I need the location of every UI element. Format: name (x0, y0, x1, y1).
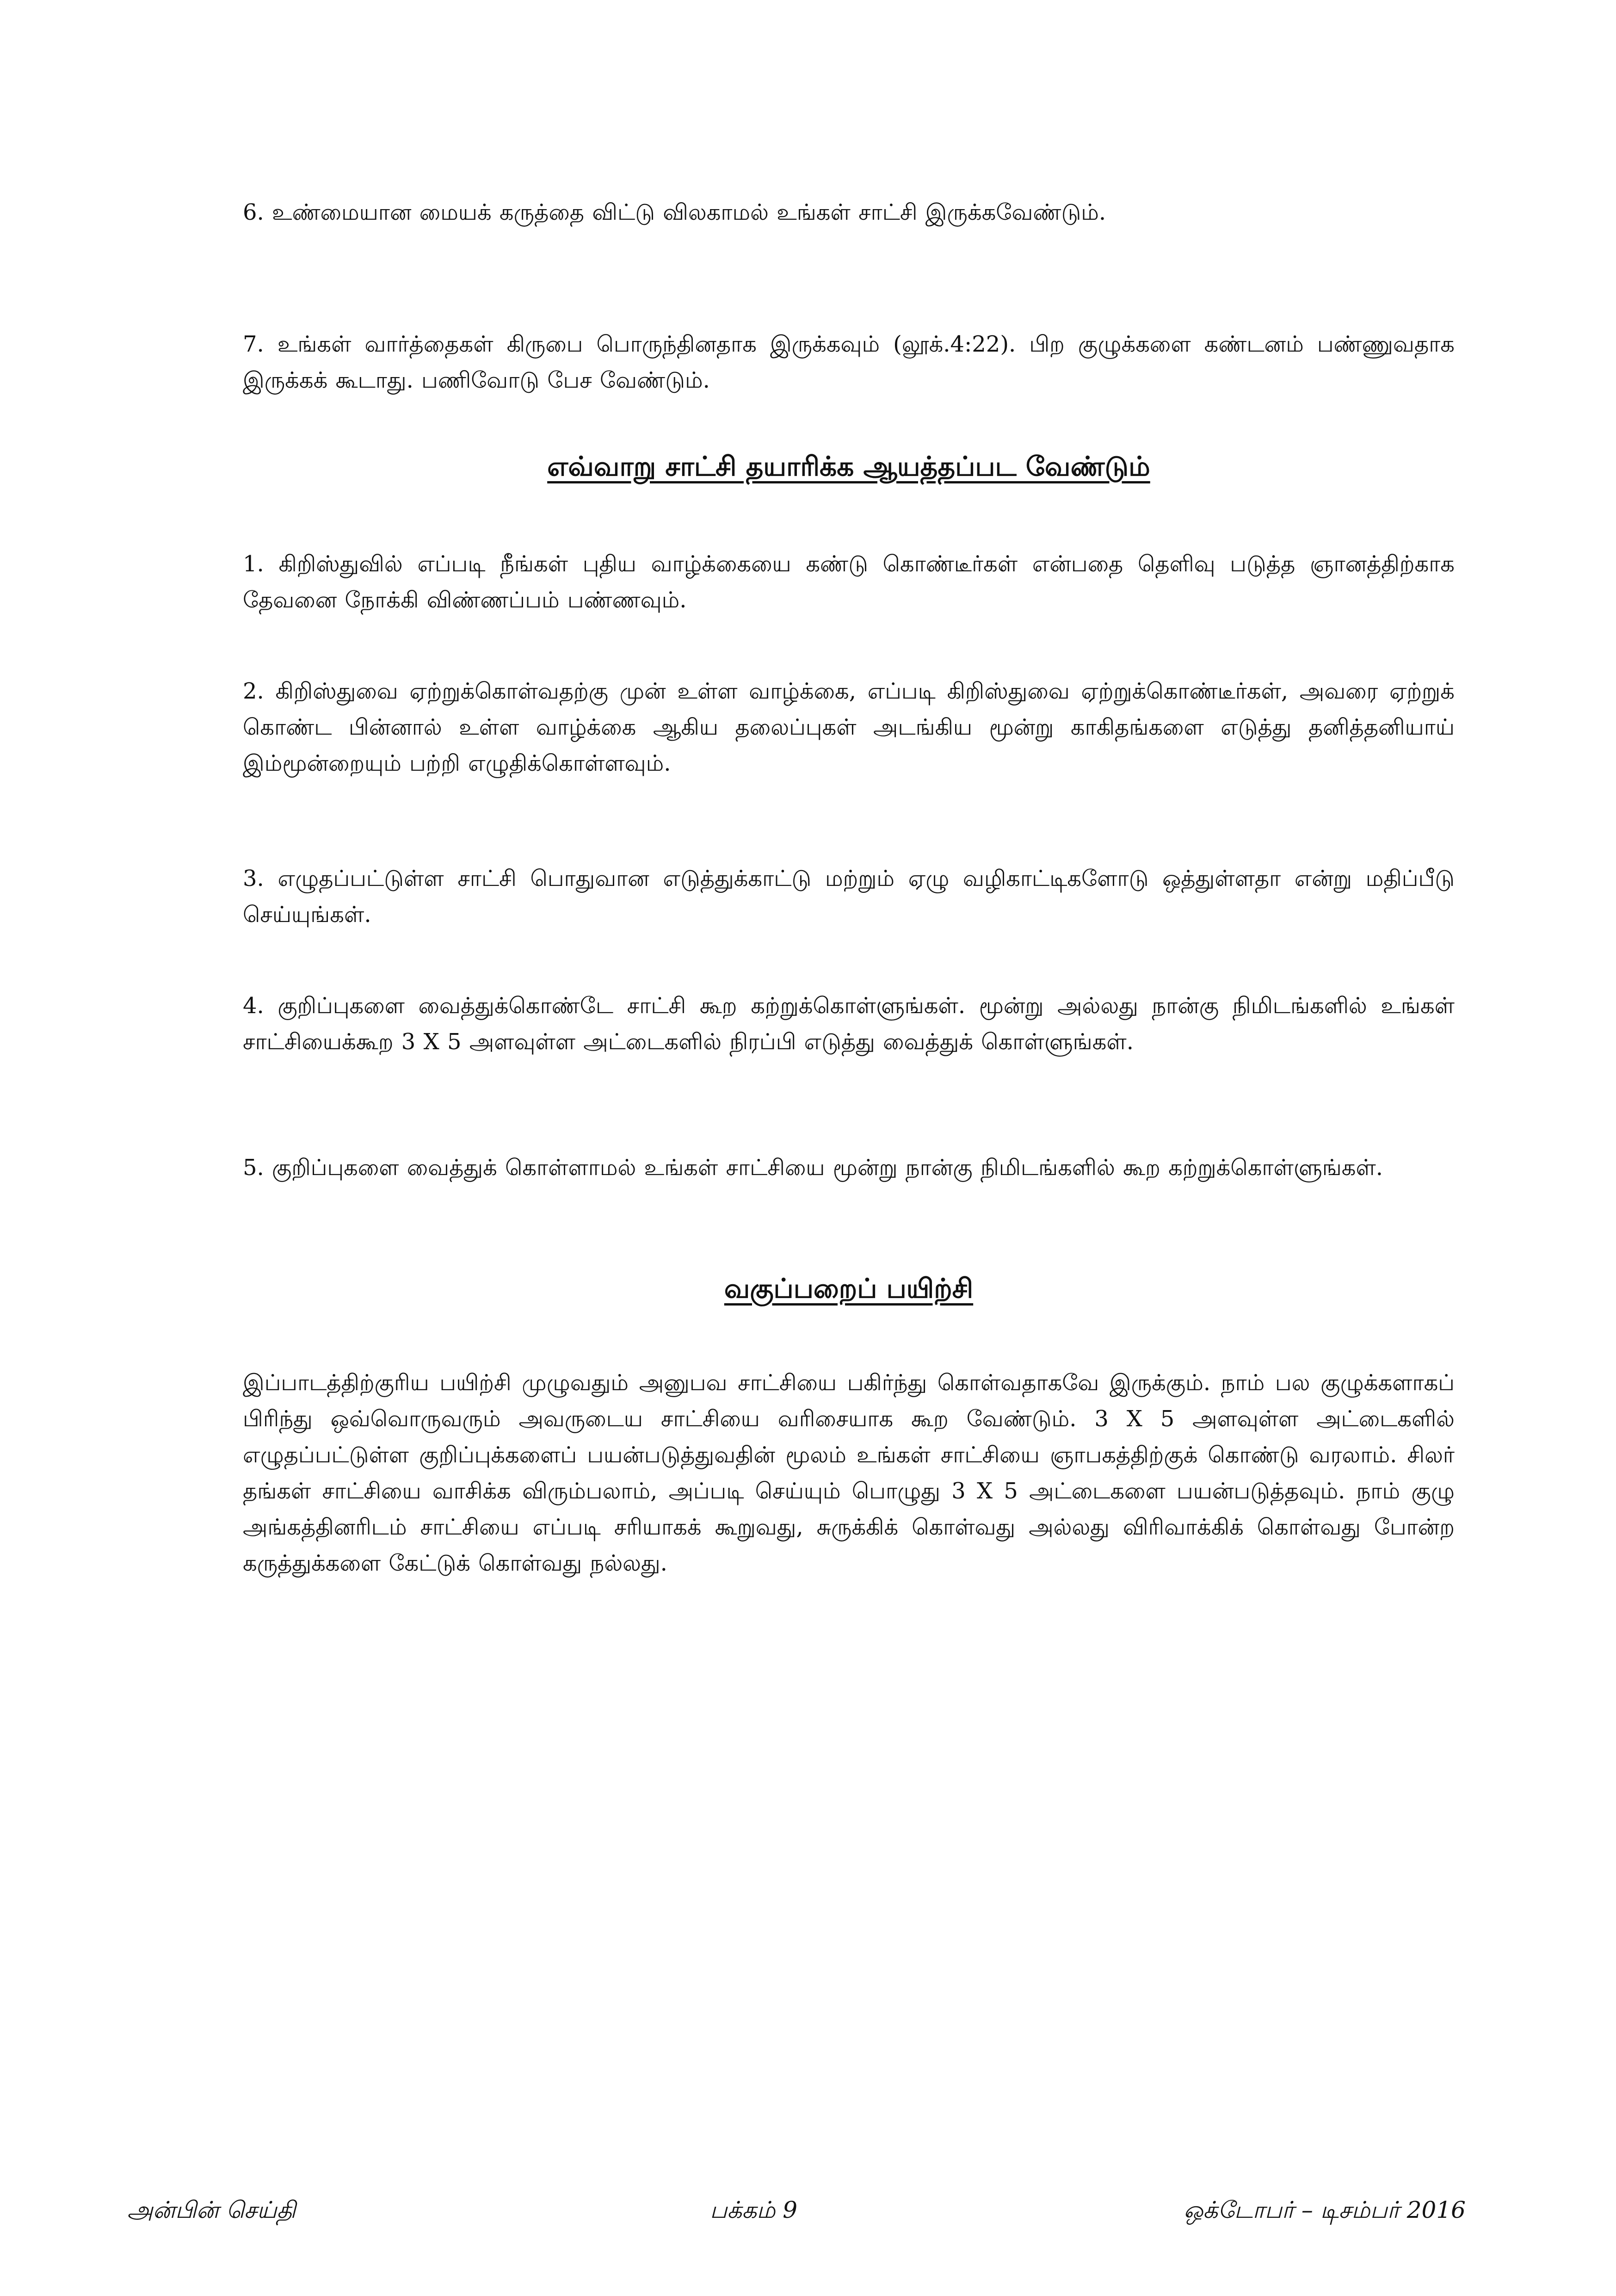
footer-publication-title: அன்பின் செய்தி (127, 2197, 296, 2223)
section-heading-classroom: வகுப்பறைப் பயிற்சி (724, 1273, 974, 1304)
point-6: 6. உண்மையான மையக் கருத்தை விட்டு விலகாமல் உங்கள் சாட்சி இருக்கவேண்டும். (243, 199, 1106, 225)
prepare-step-2: 2. கிறிஸ்துவை ஏற்றுக்கொள்வதற்கு முன் உள்ள வாழ்க்கை, எப்படி கிறிஸ்துவை ஏற்றுக்கொண்டீர்கள், அவரை ஏற்றுக் கொண்ட பின்னால் உள்ள வாழ்க்கை ஆகிய தலைப்புகள் அடங்கிய மூன்று காகிதங்களை எடுத்து தனித்தனியாய் இம்மூன்றையும் பற்றி எழுதிக்கொள்ளவும். (243, 678, 1455, 776)
prepare-step-1: 1. கிறிஸ்துவில் எப்படி நீங்கள் புதிய வாழ்க்கையை கண்டு கொண்டீர்கள் என்பதை தெளிவு படுத்த ஞானத்திற்காக தேவனை நோக்கி விண்ணப்பம் பண்ணவும். (243, 551, 1455, 613)
point-7: 7. உங்கள் வார்த்தைகள் கிருபை பொருந்தினதாக இருக்கவும் (லூக்.4:22). பிற குழுக்களை கண்டனம் பண்ணுவதாக இருக்கக் கூடாது. பணிவோடு பேச வேண்டும். (243, 331, 1455, 393)
prepare-step-3: 3. எழுதப்பட்டுள்ள சாட்சி பொதுவான எடுத்துக்காட்டு மற்றும் ஏழு வழிகாட்டிகளோடு ஒத்துள்ளதா என்று மதிப்பீடு செய்யுங்கள். (243, 866, 1455, 928)
footer-page-number: பக்கம் 9 (710, 2197, 798, 2223)
prepare-step-5: 5. குறிப்புகளை வைத்துக் கொள்ளாமல் உங்கள் சாட்சியை மூன்று நான்கு நிமிடங்களில் கூற கற்றுக்கொள்ளுங்கள். (243, 1155, 1383, 1181)
classroom-paragraph: இப்பாடத்திற்குரிய பயிற்சி முழுவதும் அனுபவ சாட்சியை பகிர்ந்து கொள்வதாகவே இருக்கும். நாம் பல குழுக்களாகப் பிரிந்து ஒவ்வொருவரும் அவருடைய சாட்சியை வரிசையாக கூற வேண்டும். 3 X 5 அளவுள்ள அட்டைகளில் எழுதப்பட்டுள்ள குறிப்புக்களைப் பயன்படுத்துவதின் மூலம் உங்கள் சாட்சியை ஞாபகத்திற்குக் கொண்டு வரலாம். சிலர் தங்கள் சாட்சியை வாசிக்க விரும்பலாம், அப்படி செய்யும் பொழுது 3 X 5 அட்டைகளை பயன்படுத்தவும். நாம் குழு அங்கத்தினரிடம் சாட்சியை எப்படி சரியாகக் கூறுவது, சுருக்கிக் கொள்வது அல்லது விரிவாக்கிக் கொள்வது போன்ற கருத்துக்களை கேட்டுக் கொள்வது நல்லது. (243, 1370, 1455, 1576)
section-heading-prepare: எவ்வாறு சாட்சி தயாரிக்க ஆயத்தப்பட வேண்டும் (547, 451, 1150, 482)
footer-issue-date: ஒக்டோபர் – டிசம்பர் 2016 (1184, 2197, 1466, 2223)
prepare-step-4: 4. குறிப்புகளை வைத்துக்கொண்டே சாட்சி கூற கற்றுக்கொள்ளுங்கள். மூன்று அல்லது நான்கு நிமிடங்களில் உங்கள் சாட்சியைக்கூற 3 X 5 அளவுள்ள அட்டைகளில் நிரப்பி எடுத்து வைத்துக் கொள்ளுங்கள். (243, 993, 1455, 1055)
